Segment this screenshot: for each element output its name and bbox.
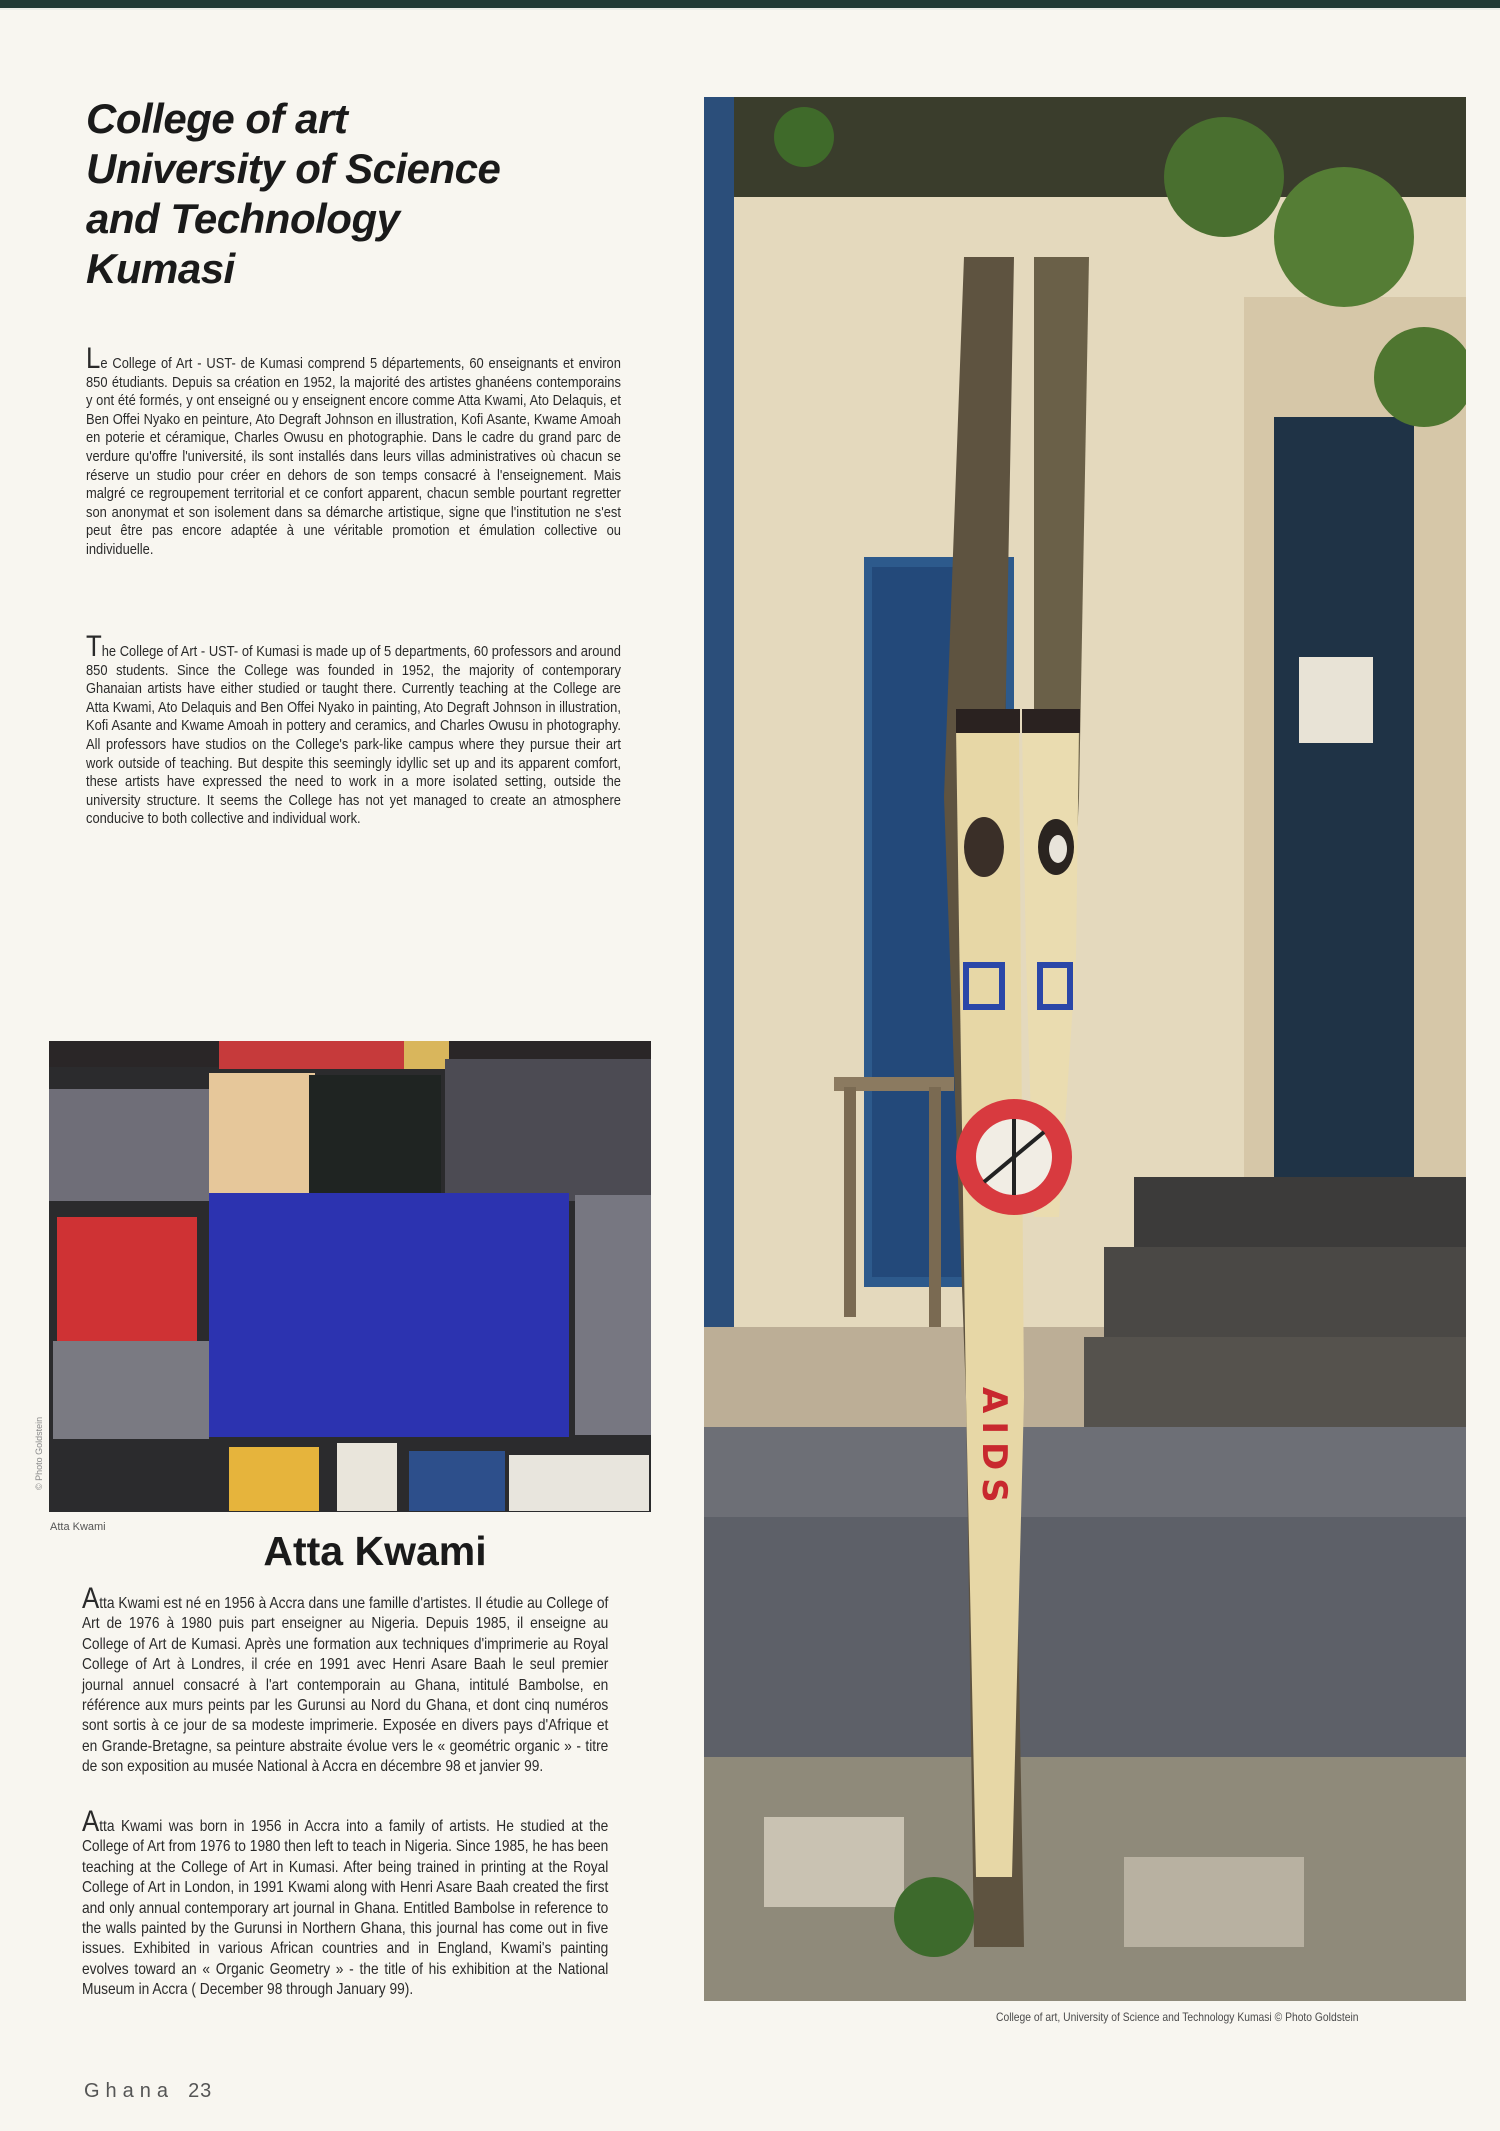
artist-text-en: tta Kwami was born in 1956 in Accra into a family of artists. He studied at the College of Art from 1976 to 1980 then left to teach in Nigeria. Since 1985, he has been teaching at the College of Art in Kumasi. After being trained in printing at the Royal College of Art in London, in 1991 Kwami along with Henri Asare Baah created the first and only annual contemporary art journal in Ghana. Entitled Bambolse in reference to the walls painted by the Gurunsi in Northern Ghana, this journal has come out in five issues. Exhibited in various African countries and in England, Kwami's painting evolves toward an « Organic Geometry » - the title of his exhibition at the National Museum in Accra ( December 98 through January 99). <box>82 1818 609 1999</box>
dropcap: A <box>82 1582 100 1615</box>
intro-text-fr: e College of Art - UST- de Kumasi comprend 5 départements, 60 enseignants et environ 850 étudiants. Depuis sa création en 1952, la majorité des artistes ghanéens contemporains y ont été formés, y ont enseigné ou y enseignent encore comme Atta Kwami, Ato Delaquis, et Ben Offei Nyako en peinture, Ato Degraft Johnson en illustration, Kofi Asante, Kwame Amoah en poterie et céramique, Charles Owusu en photographie. Dans le cadre du grand parc de verdure qu'offre l'université, ils sont installés dans leurs villas administratives où chacun se réserve un studio pour créer en dehors de son temps consacré à l'enseignement. Mais malgré ce regroupement territorial et ce confort apparent, chacun semble pourtant regretter son anonymat et son isolement dans sa démarche artistique, signe que l'institution ne s'est peut être pas encore adaptée à une véritable promotion et émulation collective ou individuelle. <box>86 355 621 558</box>
painting-image <box>49 1041 651 1512</box>
intro-paragraph-en <box>86 630 621 829</box>
page-title <box>86 94 646 294</box>
page-number: 23 <box>188 2080 213 2102</box>
top-rule <box>0 0 1500 8</box>
photograph-illustration <box>704 97 1466 2001</box>
title-line: University of Science <box>86 145 501 192</box>
dropcap: T <box>86 630 102 663</box>
intro-text-en: he College of Art - UST- of Kumasi is made up of 5 departments, 60 professors and around 850 students. Since the College was founded in 1952, the majority of contemporary Ghanaian artists have either studied or taught there. Currently teaching at the College are Atta Kwami, Ato Delaquis and Ben Offei Nyako in painting, Ato Degraft Johnson in illustration, Kofi Asante and Kwame Amoah in pottery and ceramics, and Charles Owusu in photography. All professors have studios on the College's park-like campus where they pursue their art work outside of teaching. But despite this seemingly idyllic set up and its apparent comfort, these artists have expressed the need to work in a more isolated setting, outside the university structure. It seems the College has not yet managed to create an atmosphere conducive to both collective and individual work. <box>86 643 621 828</box>
photo-caption: College of art, University of Science and Technology Kumasi © Photo Goldstein <box>996 2010 1359 2024</box>
painting-side-credit: © Photo Goldstein <box>34 1416 44 1490</box>
dropcap: A <box>82 1805 100 1838</box>
top-rule-highlight <box>0 8 1500 10</box>
page-footer <box>84 2080 212 2103</box>
title-line: and Technology <box>86 195 400 242</box>
sculpture-aids-text: AIDS <box>974 1387 1014 1511</box>
title-line: College of art <box>86 95 348 142</box>
intro-paragraph-fr <box>86 342 621 560</box>
artist-paragraph-en <box>82 1805 609 2001</box>
artist-text-fr: tta Kwami est né en 1956 à Accra dans une famille d'artistes. Il étudie au College of Art de 1976 à 1980 puis part enseigner au Nigeria. Depuis 1985, il enseigne au College of Art de Kumasi. Après une formation aux techniques d'imprimerie au Royal College of Art à Londres, il crée en 1991 avec Henri Asare Baah le seul premier journal annuel consacré à l'art contemporain au Ghana, intitulé Bambolse, en référence aux murs peints par les Gurunsi au Nord du Ghana, et dont cinq numéros sont sortis à ce jour de sa modeste imprimerie. Exposée en divers pays d'Afrique et en Grande-Bretagne, sa peinture abstraite évolue vers le « geométric organic » - titre de son exposition au musée National à Accra en décembre 98 et janvier 99. <box>82 1595 609 1776</box>
publication-name: Ghana <box>84 2080 175 2102</box>
artist-paragraph-fr <box>82 1582 609 1778</box>
painting-caption: Atta Kwami <box>50 1521 106 1533</box>
section-heading: Atta Kwami <box>263 1528 487 1574</box>
dropcap: L <box>86 342 101 375</box>
photograph <box>704 97 1466 2001</box>
title-line: Kumasi <box>86 245 235 292</box>
